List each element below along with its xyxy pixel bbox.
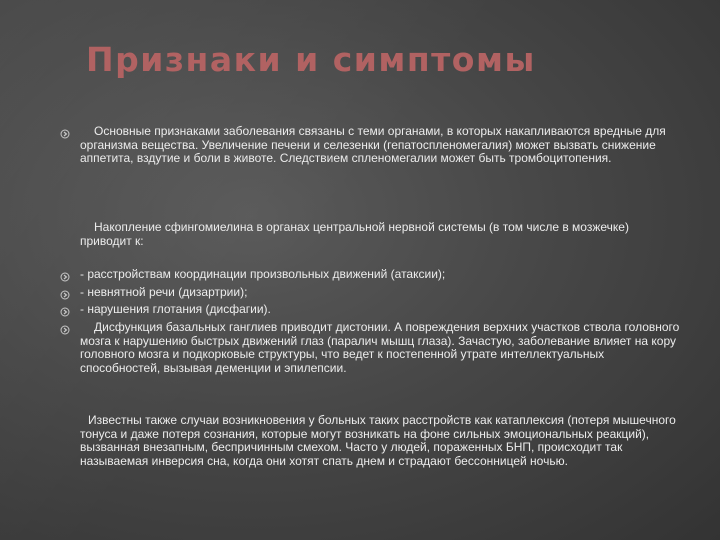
circle-arrow-right-icon	[60, 290, 70, 300]
circle-arrow-right-icon	[60, 307, 70, 317]
circle-arrow-right-icon	[60, 325, 70, 335]
list-item: - нарушения глотания (дисфагии).	[80, 302, 271, 316]
paragraph-basal-ganglia: Дисфункция базальных ганглиев приводит дистонии. А повреждения верхних участков ствола головного мозга к нарушению быстрых движений глаз (паралич мышц глаза). Зачастую, заболевание влияет на кору головного мозга и подкорковые структуры, что ведет к постепенной утрате интеллектуальных способностей, вызывая деменции и эпилепсии.	[80, 320, 680, 375]
paragraph-organs: Основные признаками заболевания связаны с теми органами, в которых накапливаются вредные для организма вещества. Увеличение печени и селезенки (гепатоспленомегалия) может вызвать снижение аппетита, вздутие и боли в животе. Следствием спленомегалии может быть тромбоцитопения.	[80, 124, 666, 166]
circle-arrow-right-icon	[60, 129, 70, 139]
paragraph-cataplexy: Известны также случаи возникновения у больных таких расстройств как катаплексия (потеря мышечного тонуса и даже потеря сознания, которые могут возникать на фоне сильных эмоциональных реакций), вызванная внезапным, беспричинным смехом. Часто у людей, пораженных БНП, происходит так называемая инверсия сна, когда они хотят спать днем и страдают бессонницей ночью.	[80, 413, 676, 468]
paragraph-cns: Накопление сфингомиелина в органах центральной нервной системы (в том числе в мозжечке) приводит к:	[80, 220, 629, 248]
list-item: - невнятной речи (дизартрии);	[80, 285, 248, 299]
circle-arrow-right-icon	[60, 272, 70, 282]
list-item: - расстройствам координации произвольных движений (атаксии);	[80, 267, 446, 281]
slide-title: Признаки и симптомы	[86, 40, 536, 79]
